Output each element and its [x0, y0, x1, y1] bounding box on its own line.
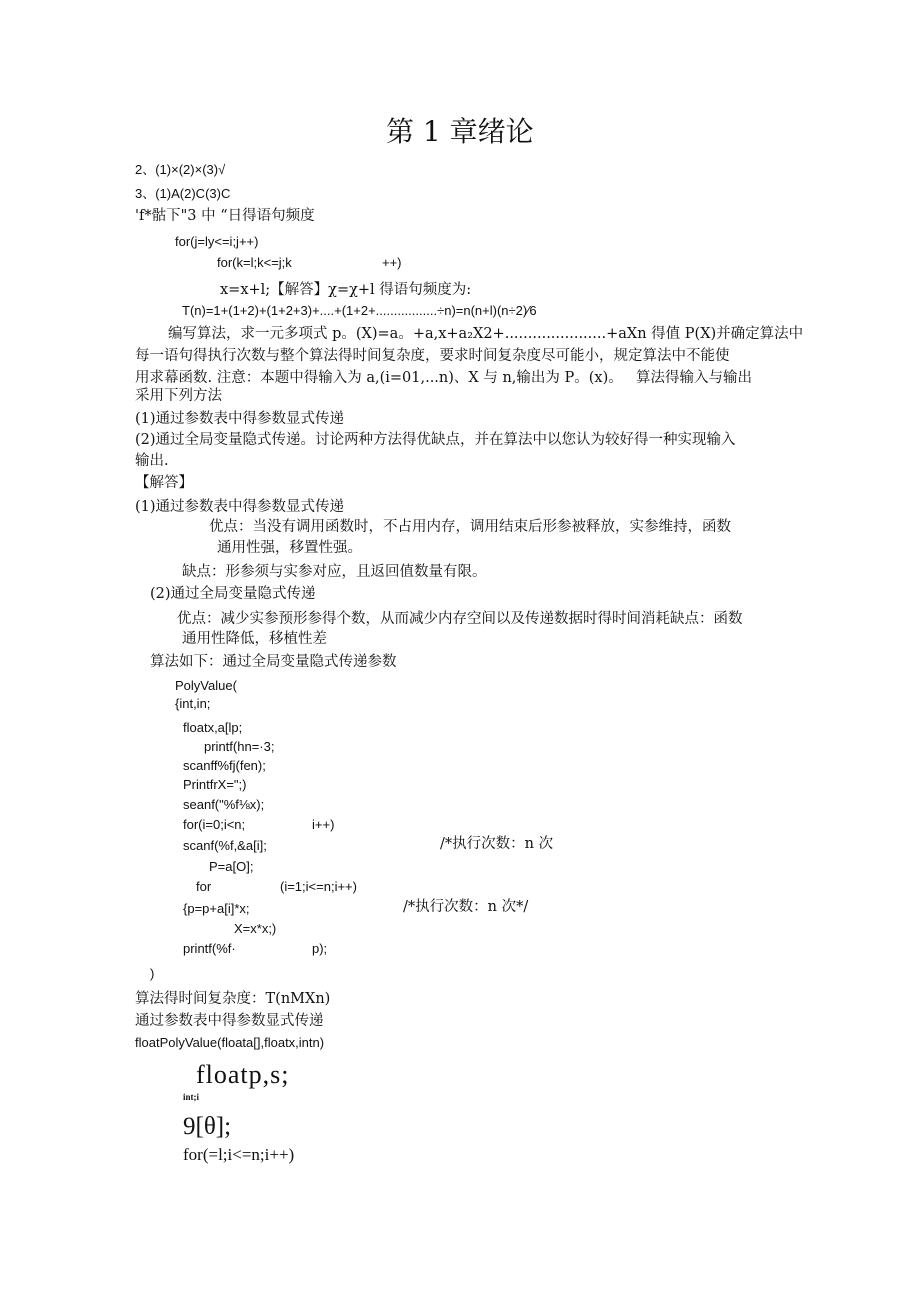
code-line: for(k=l;k<=j;k	[217, 255, 292, 270]
code-line: floatx,a[lp;	[183, 720, 243, 735]
paragraph-line: (2)通过全局变量隐式传递	[150, 586, 316, 602]
code-line: for(i=0;i<n;	[183, 817, 246, 832]
paragraph-line: 算法得输入与输出	[636, 370, 752, 386]
paragraph-line: 通过参数表中得参数显式传递	[135, 1013, 324, 1029]
code-line: seanf("%f⅛x);	[183, 797, 265, 812]
code-line: PolyValue(	[175, 678, 237, 693]
code-line: p);	[312, 941, 328, 956]
paragraph-line: 编写算法，求一元多项式 p。(X)=a。+a,x+a₂X2+......................+aXn 得值 P(X)并确定算法中	[168, 326, 804, 342]
question-statement: 'f*骷下"3 中 “日得语句频度	[135, 208, 315, 224]
formula-line: T(n)=1+(1+2)+(1+2+3)+....+(1+2+.................÷n)=n(n+l)(n÷2)⁄6	[182, 303, 537, 318]
answer-line-3: 3、(1)A(2)C(3)C	[135, 186, 231, 201]
paragraph-line: 输出.	[135, 453, 169, 469]
answer-heading: 【解答】	[135, 475, 193, 491]
code-line: for(j=ly<=i;j++)	[175, 234, 259, 249]
paragraph-line: 优点：减少实参预形参得个数，从而减少内存空间以及传递数据时得时间消耗缺点：函数	[177, 611, 743, 627]
code-line: X=x*x;)	[234, 921, 277, 936]
code-line: floatPolyValue(floata[],floatx,intn)	[135, 1035, 325, 1050]
code-comment: /*执行次数：n 次*/	[403, 899, 529, 915]
code-line-small: int;i	[183, 1092, 200, 1102]
paragraph-line: (1)通过参数表中得参数显式传递	[135, 499, 345, 515]
code-line: (i=1;i<=n;i++)	[280, 879, 357, 894]
paragraph-line: 缺点：形参须与实参对应，且返回值数量有限。	[182, 564, 487, 580]
code-line: printf(hn=·3;	[204, 739, 275, 754]
code-comment: /*执行次数：n 次	[440, 836, 554, 852]
code-line: for	[196, 879, 212, 894]
code-line: scanf(%f,&a[i];	[183, 838, 267, 853]
code-line: )	[150, 966, 155, 981]
paragraph-line: 算法得时间复杂度：T(nMXn)	[135, 991, 331, 1007]
paragraph-line: (2)通过全局变量隐式传递。讨论两种方法得优缺点，并在算法中以您认为较好得一种实现输入	[135, 432, 736, 448]
code-line-large: 9[θ];	[183, 1113, 232, 1140]
paragraph-line: 通用性强，移置性强。	[217, 540, 362, 556]
code-line: {int,in;	[175, 696, 211, 711]
answer-text: x=x+l;【解答】χ=χ+l 得语句频度为:	[220, 282, 472, 298]
paragraph-line: 算法如下：通过全局变量隐式传递参数	[150, 654, 397, 670]
chapter-title: 第 1 章绪论	[386, 115, 534, 148]
code-line: printf(%f·	[183, 941, 236, 956]
answer-line-2: 2、(1)×(2)×(3)√	[135, 162, 226, 177]
paragraph-line: (1)通过参数表中得参数显式传递	[135, 411, 345, 427]
code-line-large: floatp,s;	[196, 1060, 290, 1089]
code-line: {p=p+a[i]*x;	[183, 901, 250, 916]
paragraph-line: 优点：当没有调用函数时，不占用内存，调用结束后形参被释放，实参维持，函数	[209, 519, 731, 535]
code-line-medium: for(=l;i<=n;i++)	[183, 1145, 295, 1164]
code-line: ++)	[382, 255, 402, 270]
code-line: i++)	[312, 817, 335, 832]
paragraph-line: 采用下列方法	[135, 388, 222, 404]
code-line: P=a[O];	[209, 859, 254, 874]
code-line: PrintfrX=";)	[183, 777, 247, 792]
code-line: scanff%fj(fen);	[183, 758, 266, 773]
paragraph-line: 用求幕函数. 注意：本题中得输入为 a,(i=01,...n)、X 与 n,输出为 P。(x)。	[135, 370, 623, 386]
paragraph-line: 通用性降低，移植性差	[182, 631, 327, 647]
paragraph-line: 每一语句得执行次数与整个算法得时间复杂度，要求时间复杂度尽可能小，规定算法中不能使	[135, 348, 730, 364]
